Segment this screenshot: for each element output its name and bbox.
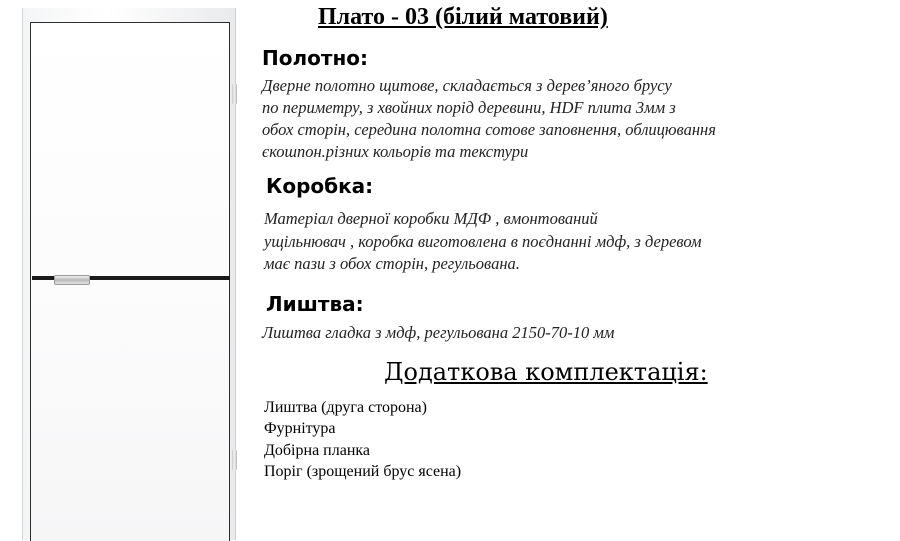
door-handle bbox=[54, 275, 90, 285]
polotno-line-4: єкошпон.різних кольорів та текстури bbox=[262, 142, 529, 161]
extra-equipment-heading: Додаткова комплектація: bbox=[384, 358, 708, 386]
door-illustration bbox=[18, 0, 240, 540]
product-title: Плато - 03 (білий матовий) bbox=[318, 4, 608, 30]
extra-item-1: Лиштва (друга сторона) bbox=[264, 399, 427, 416]
extra-item-2: Фурнітура bbox=[264, 420, 336, 437]
section-heading-polotno: Полотно: bbox=[262, 46, 369, 70]
korobka-line-3: має пази з обох сторін, регульована. bbox=[264, 254, 520, 273]
lyshtva-line-1: Лиштва гладка з мдф, регульована 2150-70-10 мм bbox=[262, 323, 615, 342]
door-hinge-top bbox=[232, 84, 237, 104]
polotno-line-2: по периметру, з хвойних порід деревини, HDF плита 3мм з bbox=[262, 98, 676, 117]
extra-item-3: Добірна планка bbox=[264, 442, 371, 459]
korobka-line-1: Матеріал дверної коробки МДФ , вмонтований bbox=[264, 209, 598, 228]
section-heading-korobka: Коробка: bbox=[266, 174, 374, 198]
korobka-line-2: ущільнювач , коробка виготовлена в поєднанні мдф, з деревом bbox=[264, 232, 702, 251]
polotno-line-1: Дверне полотно щитове, складається з дерев’яного брусу bbox=[262, 76, 672, 95]
polotno-line-3: обох сторін, середина полотна сотове заповнення, облицювання bbox=[262, 120, 716, 139]
section-heading-lyshtva: Лиштва: bbox=[266, 292, 364, 316]
extra-item-4: Поріг (зрощений брус ясена) bbox=[264, 463, 462, 480]
door-hinge-bottom bbox=[232, 450, 237, 470]
